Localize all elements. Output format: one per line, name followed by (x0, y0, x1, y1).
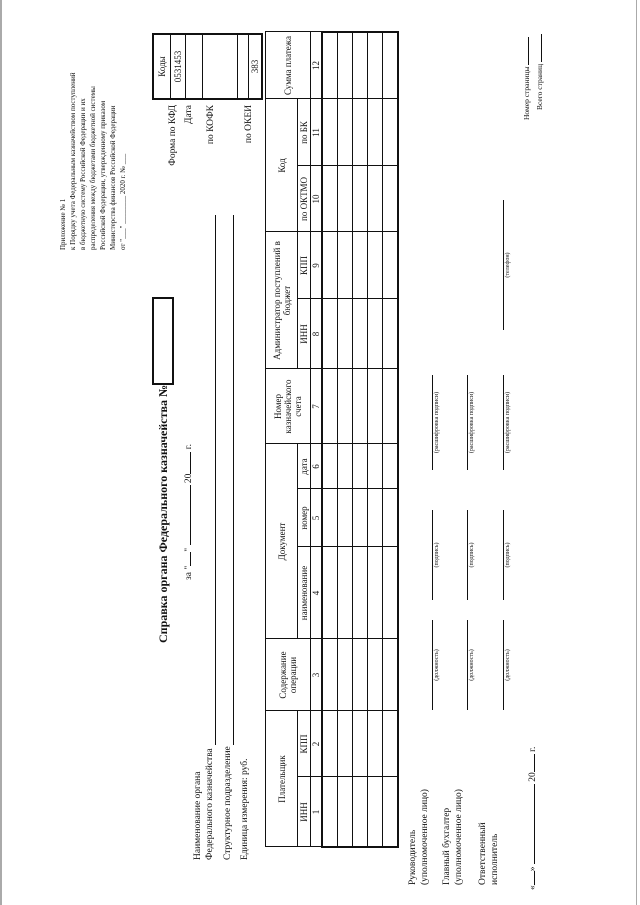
table-cell[interactable] (368, 32, 383, 99)
period-suffix: г. (184, 444, 194, 450)
decoding-field[interactable] (467, 375, 468, 470)
table-cell[interactable] (322, 489, 338, 547)
total-pages-label: Всего страниц (535, 63, 544, 110)
column-number: 8 (311, 299, 323, 369)
decoding-field-caption: (расшифровка подписи) (469, 391, 475, 454)
executor-label-2: исполнитель (490, 833, 500, 885)
date-quote-close: » (528, 866, 538, 872)
header-payer-kpp: КПП (298, 711, 311, 777)
table-cell[interactable] (368, 489, 383, 547)
header-content: Содержание операции (266, 639, 311, 711)
table-cell[interactable] (338, 166, 353, 232)
scan-edge-left (0, 0, 2, 905)
table-cell[interactable] (383, 489, 399, 547)
column-number: 5 (311, 489, 323, 547)
table-cell[interactable] (383, 232, 399, 299)
header-code: Код (266, 99, 298, 232)
unit-label: Единица измерения: руб. (240, 758, 250, 860)
position-field-caption: (должность) (469, 649, 475, 681)
date-quote-open: « (528, 885, 538, 890)
table-cell[interactable] (368, 232, 383, 299)
header-oktmo: по ОКТМО (298, 166, 311, 232)
page-number-label: Номер страницы (522, 66, 531, 120)
code-okei[interactable]: 383 (249, 34, 263, 99)
position-field-caption: (должность) (505, 649, 511, 681)
header-doc-date: дата (298, 444, 311, 489)
table-cell[interactable] (383, 711, 399, 777)
phone-field[interactable] (503, 200, 504, 330)
column-number: 12 (311, 32, 323, 99)
table-cell[interactable] (338, 489, 353, 547)
table-cell[interactable] (322, 369, 338, 444)
subdivision-field[interactable] (233, 215, 234, 745)
header-payer-inn: ИНН (298, 777, 311, 847)
head-label-2: (уполномоченное лицо) (420, 789, 430, 885)
table-cell[interactable] (353, 639, 368, 711)
table-cell[interactable] (383, 32, 399, 99)
header-doc-name: наименование (298, 547, 311, 639)
label-kfd: Форма по КФД (168, 105, 178, 166)
header-doc-num: номер (298, 489, 311, 547)
signature-field-caption: (подпись) (469, 542, 475, 568)
appendix-line: Российской Федерации, утвержденному приказом (99, 100, 107, 250)
header-payer: Плательщик (266, 711, 298, 847)
appendix-line: Приложение № 1 (59, 198, 67, 250)
executor-label-1: Ответственный (478, 822, 488, 885)
sign-date (528, 747, 538, 890)
decoding-field-caption: (расшифровка подписи) (434, 391, 440, 454)
codes-header: Коды (153, 34, 171, 99)
table-cell[interactable] (322, 99, 338, 166)
period-prefix: за " (184, 565, 194, 580)
column-number: 1 (311, 777, 323, 847)
column-number: 6 (311, 444, 323, 489)
table-cell[interactable] (338, 639, 353, 711)
header-sum: Сумма платежа (266, 32, 311, 99)
decoding-field-caption: (расшифровка подписи) (505, 391, 511, 454)
column-number: 9 (311, 232, 323, 299)
table-cell[interactable] (322, 444, 338, 489)
code-kfd[interactable]: 0531453 (171, 34, 186, 99)
period-year: 20 (184, 473, 194, 484)
date-suffix: г. (528, 746, 538, 752)
period-mid: " (184, 547, 194, 552)
table-cell[interactable] (353, 166, 368, 232)
table-cell[interactable] (338, 711, 353, 777)
date-year-field[interactable] (534, 754, 535, 772)
table-cell[interactable] (353, 299, 368, 369)
period (184, 444, 194, 580)
label-date: Дата (184, 105, 194, 124)
table-cell[interactable] (338, 32, 353, 99)
table-cell[interactable] (368, 777, 383, 847)
table-cell[interactable] (353, 369, 368, 444)
table-cell[interactable] (322, 232, 338, 299)
code-kofk[interactable] (203, 34, 238, 99)
table-cell[interactable] (353, 232, 368, 299)
table-cell[interactable] (368, 711, 383, 777)
table-cell[interactable] (383, 444, 399, 489)
appendix-line: к Порядку учета Федеральным казначейством поступлений (69, 72, 77, 250)
org-label-1: Наименование органа (193, 771, 203, 860)
signature-field[interactable] (432, 510, 433, 600)
table-cell[interactable] (353, 32, 368, 99)
appendix-line: в бюджетную систему Российской Федерации и их (79, 98, 87, 250)
table-cell[interactable] (322, 547, 338, 639)
signature-field-caption: (подпись) (505, 542, 511, 568)
table-cell[interactable] (353, 99, 368, 166)
table-cell[interactable] (383, 369, 399, 444)
table-cell[interactable] (322, 711, 338, 777)
period-month-field[interactable] (190, 486, 191, 546)
table-cell[interactable] (322, 639, 338, 711)
position-field[interactable] (432, 620, 433, 710)
table-cell[interactable] (338, 232, 353, 299)
table-cell[interactable] (383, 99, 399, 166)
phone-caption: (телефон) (505, 252, 511, 278)
table-cell[interactable] (368, 299, 383, 369)
table-cell[interactable] (322, 32, 338, 99)
date-day-field[interactable] (534, 871, 535, 885)
table-cell[interactable] (338, 369, 353, 444)
appendix-line: от "___" ________ 2020 г. № ___ (119, 153, 127, 250)
label-okei: по ОКЕИ (244, 105, 254, 144)
codes-table (152, 33, 263, 100)
table-cell[interactable] (383, 299, 399, 369)
table-cell[interactable] (368, 166, 383, 232)
head-label-1: Руководитель (408, 829, 418, 885)
table-cell[interactable] (322, 166, 338, 232)
header-account: Номер казначейского счета (266, 369, 311, 444)
table-cell[interactable] (368, 99, 383, 166)
date-month-field[interactable] (534, 784, 535, 864)
subdivision-label: Структурное подразделение (223, 746, 233, 860)
table-cell[interactable] (368, 369, 383, 444)
accountant-label-1: Главный бухгалтер (442, 807, 452, 885)
column-number: 2 (311, 711, 323, 777)
table-cell[interactable] (353, 444, 368, 489)
header-admin: Администратор поступлений в бюджет (266, 232, 298, 369)
column-number: 4 (311, 547, 323, 639)
appendix-block (58, 72, 128, 250)
table-cell[interactable] (338, 547, 353, 639)
header-admin-kpp: КПП (298, 232, 311, 299)
label-kofk: по КОФК (206, 105, 216, 145)
table-row (338, 32, 353, 847)
table-cell[interactable] (322, 777, 338, 847)
table-cell[interactable] (368, 547, 383, 639)
table-cell[interactable] (353, 547, 368, 639)
accountant-label (441, 789, 465, 885)
table-row (383, 32, 399, 847)
code-date[interactable] (186, 34, 203, 99)
appendix-line: Министерства финансов Российской Федерации (109, 105, 117, 250)
position-field-caption: (должность) (434, 649, 440, 681)
head-label (407, 789, 431, 885)
org-label-2: Федерального казначейства (205, 748, 215, 860)
decoding-field[interactable] (503, 375, 504, 470)
page-number-field[interactable] (528, 37, 529, 65)
table-cell[interactable] (353, 777, 368, 847)
number-box[interactable] (152, 297, 174, 385)
signature-field-caption: (подпись) (434, 542, 440, 568)
table-row (368, 32, 383, 847)
column-number: 3 (311, 639, 323, 711)
column-number: 7 (311, 369, 323, 444)
table-cell[interactable] (353, 489, 368, 547)
scan-edge-right (636, 0, 637, 905)
signature-field[interactable] (503, 510, 504, 600)
executor-label (477, 822, 501, 885)
page-title: Справка органа Федерального казначейства № (156, 384, 170, 643)
date-year: 20 (528, 772, 538, 782)
table-cell[interactable] (338, 777, 353, 847)
table-cell[interactable] (383, 777, 399, 847)
table-row (353, 32, 368, 847)
page-counter (520, 34, 546, 120)
table-cell[interactable] (338, 444, 353, 489)
table-cell[interactable] (383, 639, 399, 711)
org-field[interactable] (215, 215, 216, 745)
accountant-label-2: (уполномоченное лицо) (454, 789, 464, 885)
header-document: Документ (266, 444, 298, 639)
code-blank[interactable] (238, 34, 249, 99)
operations-table (265, 31, 399, 848)
table-cell[interactable] (353, 711, 368, 777)
table-row (322, 32, 338, 847)
table-cell[interactable] (383, 166, 399, 232)
table-cell[interactable] (338, 299, 353, 369)
signature-field[interactable] (467, 510, 468, 600)
header-admin-inn: ИНН (298, 299, 311, 369)
total-pages-field[interactable] (541, 34, 542, 62)
table-cell[interactable] (322, 299, 338, 369)
header-bk: по БК (298, 99, 311, 166)
position-field[interactable] (467, 620, 468, 710)
table-cell[interactable] (383, 547, 399, 639)
column-number: 11 (311, 99, 323, 166)
position-field[interactable] (503, 620, 504, 710)
column-number: 10 (311, 166, 323, 232)
table-cell[interactable] (338, 99, 353, 166)
table-cell[interactable] (368, 639, 383, 711)
decoding-field[interactable] (432, 375, 433, 470)
appendix-line: распределения между бюджетами бюджетной системы (89, 86, 97, 250)
table-cell[interactable] (368, 444, 383, 489)
